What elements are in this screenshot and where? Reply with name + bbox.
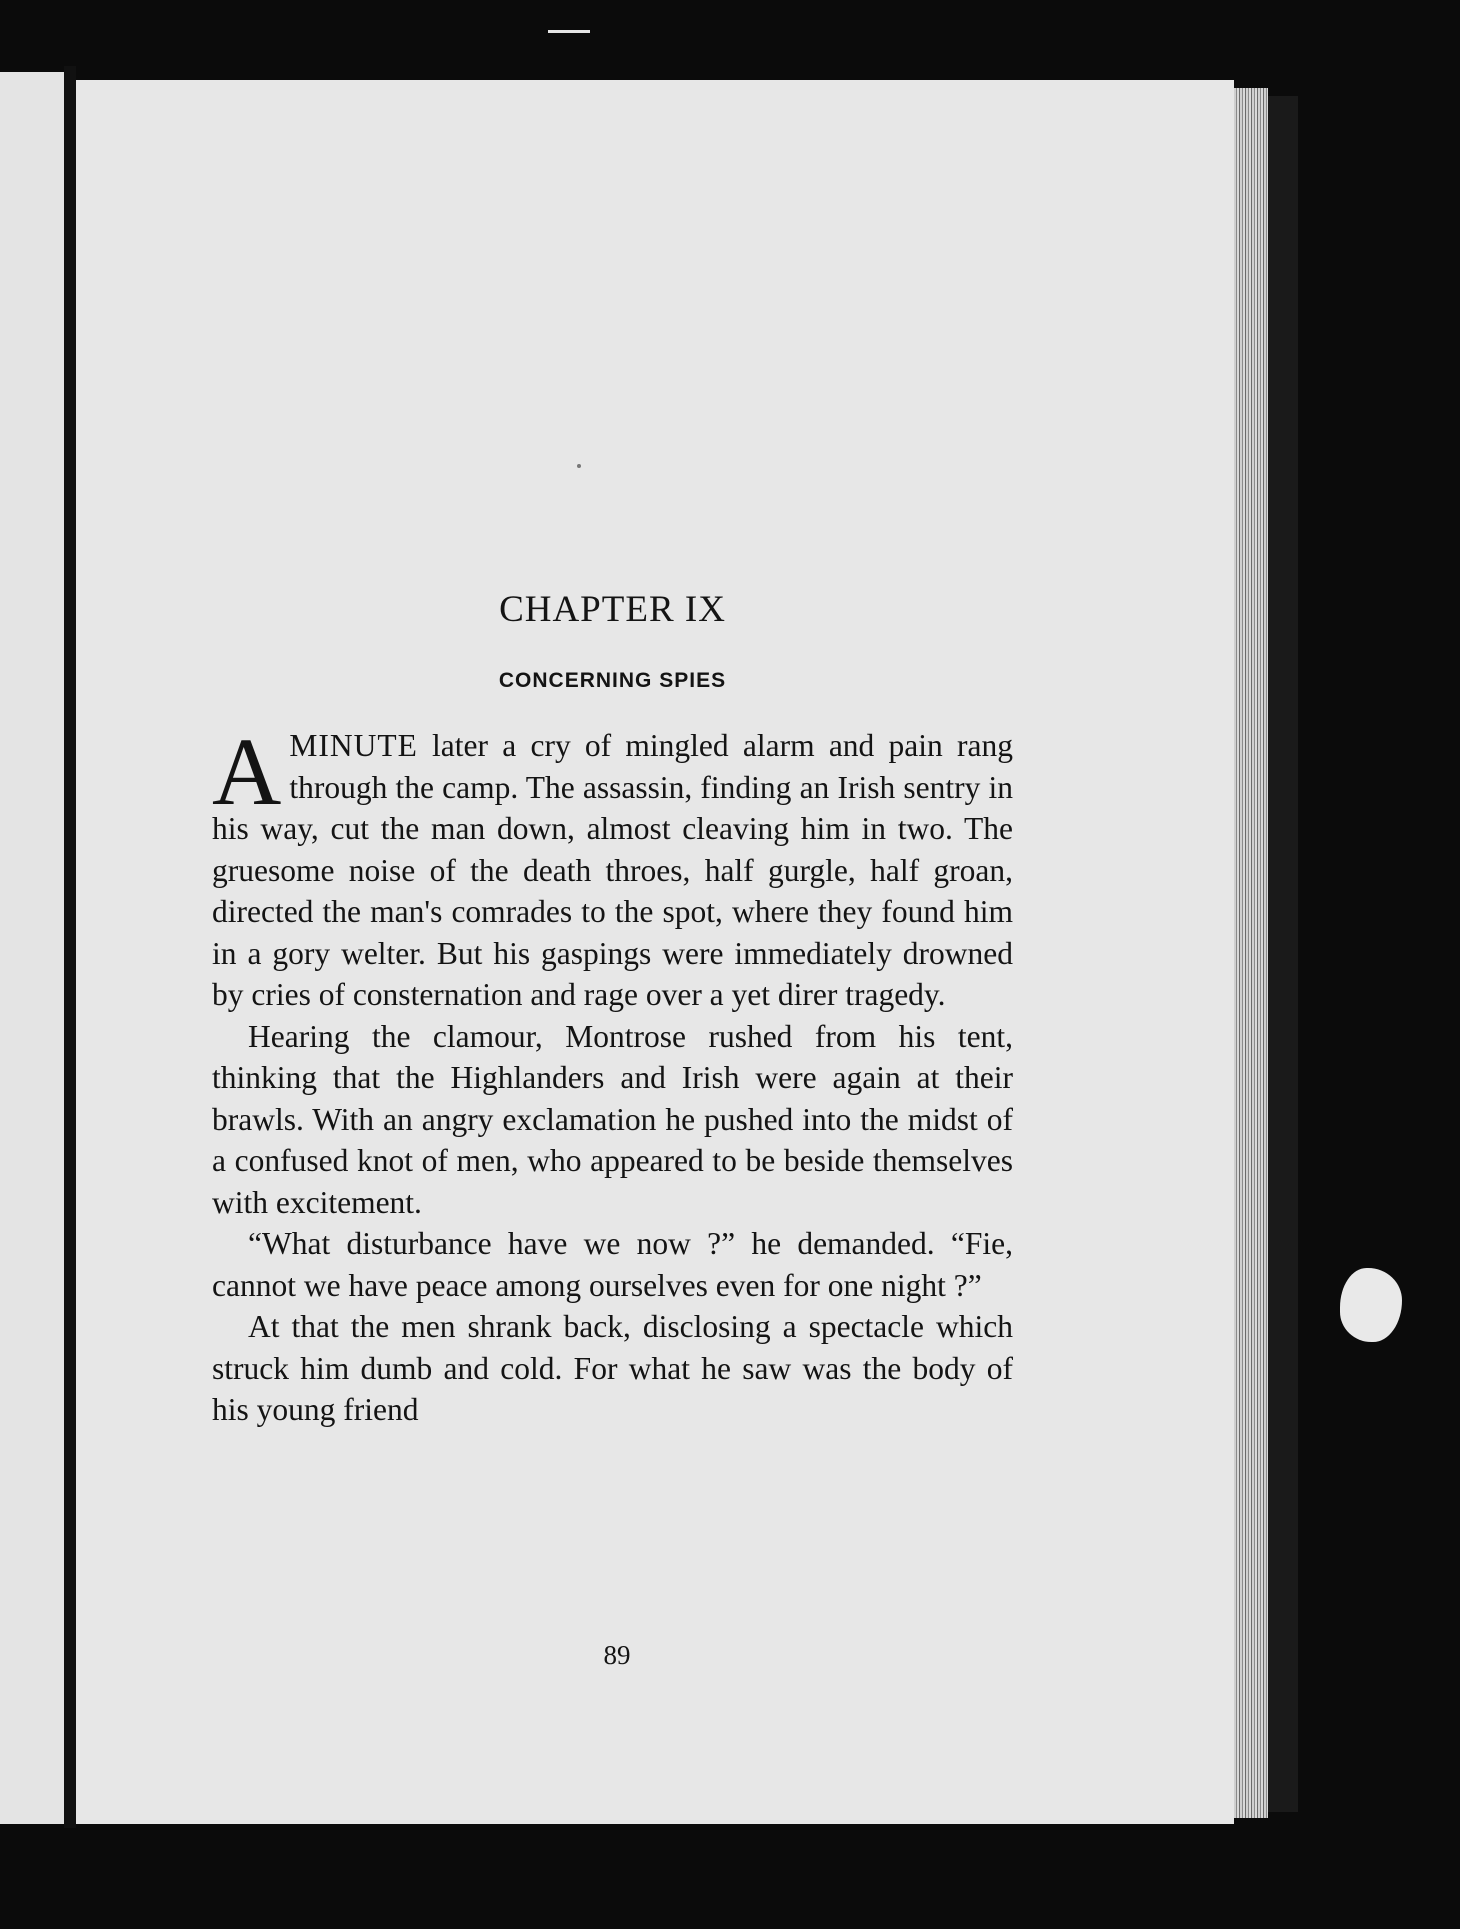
scan-dot [577, 464, 581, 468]
scan-blemish [1340, 1268, 1402, 1342]
page-stack-edge [1234, 88, 1268, 1818]
page-number: 89 [603, 1640, 631, 1670]
body-text [212, 718, 1013, 1431]
paragraph-3: “What disturbance have we now ?” he demanded. “Fie, cannot we have peace among ourselves even for one night ?” [212, 1226, 1013, 1303]
paragraph-1 [212, 718, 1013, 1016]
drop-cap: A [212, 718, 282, 825]
paragraph-2: Hearing the clamour, Montrose rushed from his tent, thinking that the Highlanders and Irish were again at their brawls. With an angry exclamation he pushed into the midst of a confused knot of men, who appeared to be beside themselves with excitement. [212, 1018, 1013, 1220]
facing-page-edge [0, 72, 64, 1824]
scan-mark [548, 30, 590, 33]
chapter-title: CHAPTER IX [499, 589, 726, 630]
opening-word: MINUTE [289, 728, 418, 763]
paragraph-1-text: later a cry of mingled alarm and pain rang through the camp. The assassin, finding an Irish sentry in his way, cut the man down, almost cleaving him in two. The gruesome noise of the death throes, half gurgle, half groan, directed the man's comrades to the spot, where they found him in a gory welter. But his gaspings were immediately drowned by cries of consternation and rage over a yet direr tragedy. [212, 728, 1013, 1012]
book-binding [1268, 96, 1298, 1812]
page-text-block [212, 588, 1013, 1431]
chapter-subtitle: CONCERNING SPIES [498, 669, 727, 692]
book-gutter [64, 66, 76, 1828]
paragraph-4: At that the men shrank back, disclosing a spectacle which struck him dumb and cold. For what he saw was the body of his young friend [212, 1309, 1013, 1427]
